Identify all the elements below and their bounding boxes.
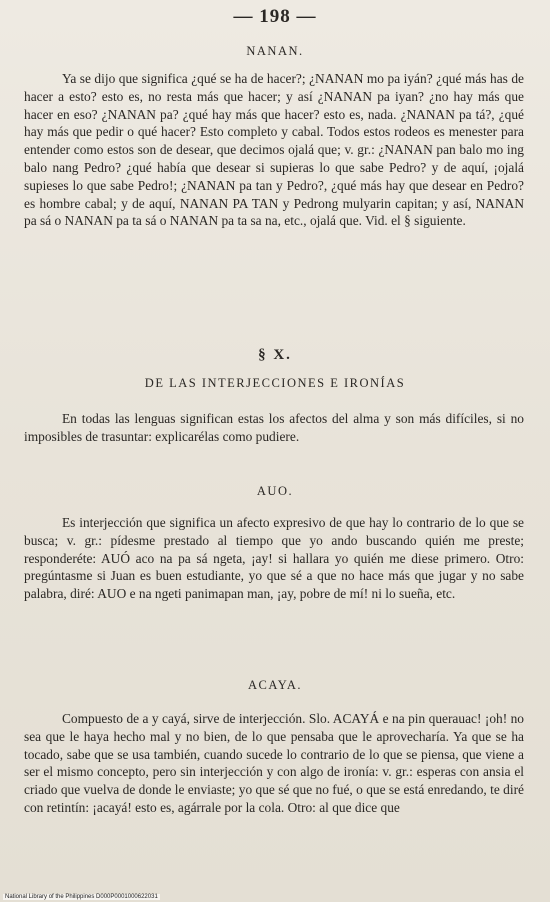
paragraph-acaya-text: Compuesto de a y cayá, sirve de interjección. Slo. ACAYÁ e na pin querauac! ¡oh! no sea que le haya hecho mal y no bien, de lo que pensaba que le aprovecharía. Ya que se ha tocado, sabe que se usa también, cuando sucede lo contrario de lo que se piensa, que viene a ser el mismo concepto, pero sin interjección y con algo de ironía: v. gr.: esperas con ansia el criado que vuelva de donde le enviaste; yo que sé que no fué, o que se está enredando, te diré con retintín: ¡acayá! esto es, agárrale por la cola. Otro: al que dice que [24,711,524,815]
heading-nanan: NANAN. [246,44,304,58]
heading-acaya: ACAYA. [247,678,303,692]
paragraph-auo [24,514,524,603]
paragraph-auo-text: Es interjección que significa un afecto expresivo de que hay lo contrario de lo que se busca; v. gr.: pídesme prestado al tiempo que yo ando buscando quién me preste; responderéte: AUÓ aco na pa sá ngeta, ¡ay! si hallara yo quién me diese primero. Otro: pregúntasme si Juan es buen estudiante, yo que sé a que no hace más que jugar y no sabe palabra, diré: AUO e na ngeti panimapan man, ¡ay, pobre de mí! ni lo sueña, etc. [24,515,524,602]
section-number: § X. [258,347,292,363]
paragraph-interjecciones-text: En todas las lenguas significan estas los afectos del alma y son más difíciles, si no imposibles de trasuntar: explicarélas como pudiere. [24,411,524,444]
paragraph-acaya [24,710,524,817]
library-watermark: National Library of the Philippines D000P0001000622031 [5,894,158,900]
paragraph-nanan [24,70,524,230]
heading-auo: AUO. [256,484,294,498]
paragraph-interjecciones [24,410,524,446]
page-number: — 198 — [233,6,317,27]
heading-interjecciones: DE LAS INTERJECCIONES E IRONÍAS [144,376,406,390]
paragraph-nanan-text: Ya se dijo que significa ¿qué se ha de hacer?; ¿NANAN mo pa iyán? ¿qué más has de hacer a esto? esto es, no resta más que hacer; y así ¿NANAN pa iyan? ¿no hay más que hacer en eso? ¿NANAN pa? ¿qué hay más que hacer? esto es, nada. ¿NANAN pa tá?, ¿qué hay más que pedir o qué hacer? Esto completo y cabal. Todos estos rodeos es menester para entender como estos son de desear, que decimos ojalá que; v. gr.: ¿NANAN pan balo mo ing balo nang Pedro? ¿qué había que desear si supieras lo que sabe Pedro? y de aquí, ¡ojalá supieses lo que sabe Pedro!; ¿NANAN pa tan y Pedro?, ¿qué más hay que desear en Pedro? es hombre cabal; y de aquí, NANAN PA TAN y Pedrong mulyarin capitan; y así, NANAN pa sá o NANAN pa ta sá o NANAN pa ta sa na, etc., ojalá que. Vid. el § siguiente. [24,71,524,229]
